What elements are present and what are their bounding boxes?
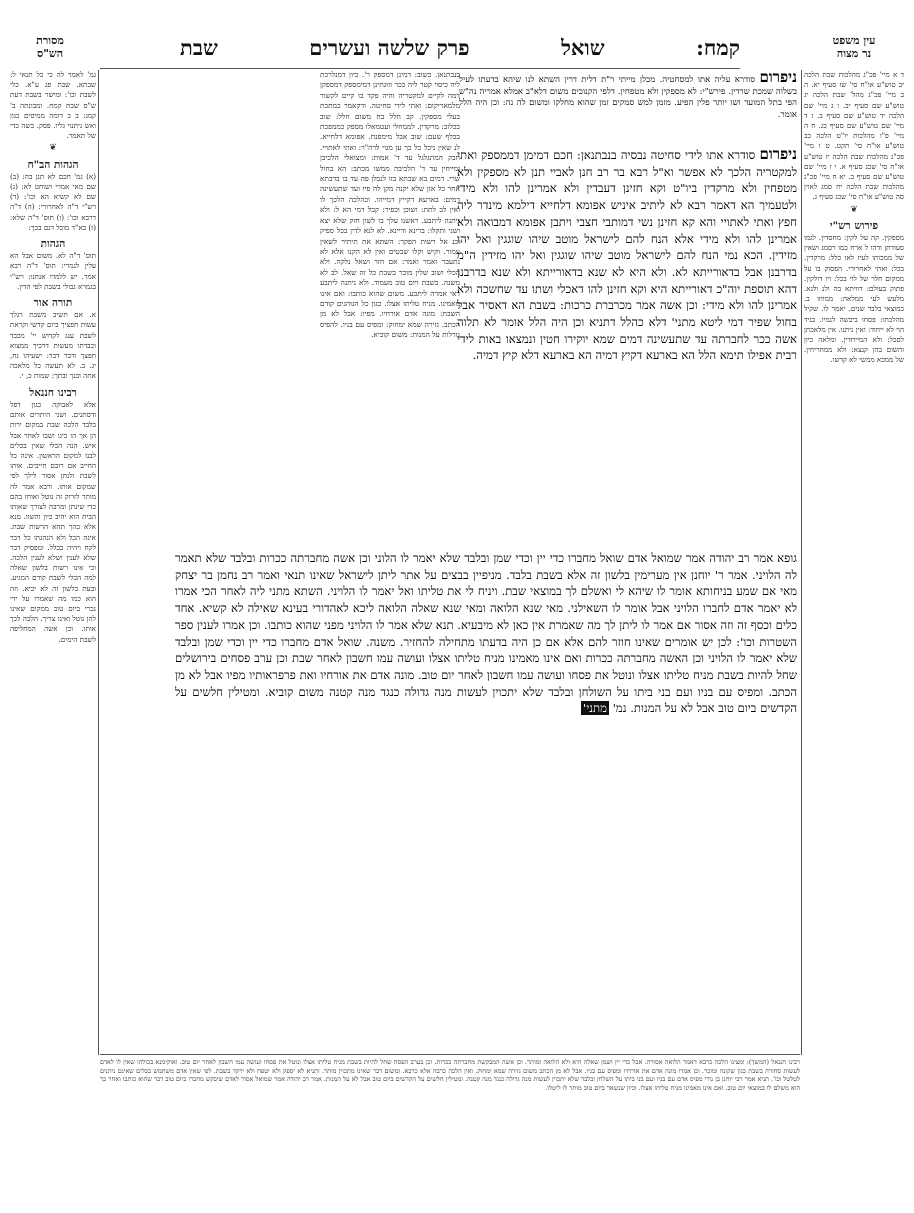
gemara-text-upper-b: וכן אשה אמר מכרברת כרכות: בשבת הא דאסיר אבל בחול שפיר דמי ליטא מתני' דלא כהלל דתניא וכן היה הלל אומר לא תלוה אשה ככר לחברתה עד שתעשינה דמים שמא יוקירו חטין ונמצאו באות לידי רבית אפילו תימא הלל הא בארעא דקיץ דמיה הא בארעא דלא קיץ דמיה.: [457, 298, 797, 363]
gemara-text-lower: גופא אמר רב יהודה אמר שמואל אדם שואל מחברו כדי יין וכדי שמן ובלבד שלא יאמר לו הלוני וכן אשה מחברתה ככרות ובלבד שלא תאמר לה הלויני. אמר ר' יוחנן אין מערימין בלשון זה אלא בשבת בלבד. מניפיין בבצים על אתר ליתן לישראל שאינו תנאי ואמר רב נחמן בר יצחק מאי אם שמע בניחותא אומר לו שיהא לי ואשלם לך במוצאי שבת. ויניח לי את טליתו ואל יאמר לו הלויני. השתא מתני ליה לאחר הכי אמרו לא יאמר אדם לחברו הלויני אבל אומר לו השאילני. מאי שנא הלואה ומאי שנא שאלה הלואה ליכא לאהדורי בעינא שאילה לא קשיא. אחד כלים וכסף זה וזה אסור אם אמר לו ליתן לך מה שאמרת אין כאן לא מיבעיא. תנא שלא אמר לו הלויני מפני שהוא כותבו. וכן אמרו לענין ספר השטרות וכו': לכן יש אומרים שאינו חוזר להם אלא אם כן היה בדעתו מתחילה להחזיר. משנה. שואל אדם מחברו כדי יין וכדי שמן ובלבד שלא יאמר לו הלויני וכן האשה מחברתה ככרות ואם אינו מאמינו מניח טליתו אצלו ועושה עמו חשבון לאחר שבת וכן ערב פסחים בירושלים שחל להיות בשבת מניח טליתו אצלו ונוטל את פסחו ועושה עמו חשבון לאחר יום טוב. מונה אדם את אורחיו ואת פרפראותיו מפיו אבל לא מן הכתב. ומפיס עם בניו ועם בני ביתו על השולחן ובלבד שלא יתכוין לעשות מנה גדולה כנגד מנה קטנה משום קוביא. ומטילין חלשים על הקדשים ביום טוב אבל לא על המנות. נמ': [175, 551, 797, 716]
gemara-upper: [457, 146, 797, 544]
torah-or-text: א. אם תשיב משבת רגלך עשות חפציך ביום קדשי וקראת לשבת ענג לקדוש יי' מכבד וכבדתו מעשות דרכיך ממצוא חפצך ודבר דבר: ישעיהו נח, יג. ב. לא תעשה כל מלאכה אתה ובנך ובתך: שמות כ, י.: [10, 310, 96, 381]
mishnah-text: סודרא עליה אתו למסחטיה. מכלן מייתי ר"ת דלית דרין השתא לנו שיהא בדעתו לעיל בשלוה שמכת שרדין. פירש"י: לא מספקין ולא מטפחין. דלפי הקנוכים משום דלא"ב אמלא אמריה נה"ש הפי בתל המועד ושו יותר פלין הפיע. מזמן למש סמקים זמן שהוא מחלקו ומשום לה נה: וכן היה הלל אומר.: [459, 75, 797, 120]
gemara-first-word: ניפרום: [759, 146, 797, 163]
mesoret-column: [10, 70, 96, 1050]
header-rule: [100, 68, 740, 69]
hagahot-habach-heading: הגהות הב"ח: [27, 158, 79, 171]
tosafot-text: בנבתנאן. כשוב: דמינן דמספק ר'. כיון דמנלרכת ליה כיסוי קטר ליה ככר וזוגתינן דמימספק דמספקן דמה לקיים למקטריה והיה פקד בו קיים לקשור מלמאריקום: ואתי לידי סחיטה. ודקאמר כמתכת בעלי מספקין. קב חלל בח משום חלל: שוב בכלוב: מרקדין. לממחלי ועטמאלו מספק כממפכת בכלף שעם: שוב אבל מימפנח. אפומא דלחייא. לנ שאין ניכל כל כך ען מגוי לרה"ר: ואתי לאתויי. חבק המתגלגל עד ד' אמות: ומצואלי הלכיבן ומייחין עד ד' הלכיבה ממשו מכתב: הא בחול שרי. דמים בא שבתא בזו לנכלן פה עד בו בדבתא אחר כל אזן שלא יקנה מקן לה פיו ועד שתעשינה דמים: בארעא דקייץ דמייהו. וכהלכה הלכך לו ואין לב לתת: ושוכן וכפיר: קבל דמי הא ל: ולא ניתנה ליתבע. ראשנו עלך בו לשון חזק שלא יצא ושני ותקלו: ברינא ודיינא. לא לנא לדין בכל ספיק וכנ אל רשות הפקר: השתא את תיתיר לשאין עמור. וקיש וקלו שבטים ואין לא הקנו אלא לא נתעבר ואמר ואמר: אם חזר ושאל נלקה. ולא הכלי ושוב שלין מוכר בשבת כל זה שאל. לב לא משנה. בשבת ויום טוב מעמוד. ולא ניתנה ליתבע דאי אמרה ליתבע. משום שהוא כותבו: ואם אינו מאמינו. מניח טליתו אצלו. כגון כל הנוהגים קודם השבת: מונה אדם אורחיו. מפיו: אבל לא מן הכתב. גזירה שמא ימחוק: ומפיס עם בניו. להפיס גורלות על המנות: משום קוביא.: [320, 70, 460, 340]
bottom-commentary-text: רבינו חננאל (המשך): ומצינו הלכה כרבא דאמר הלואה אסורה. אבל כדי יין ושמן שאלה היא ולא הלואה ומותר. וכן אשה המבקשת מחברתה ככרות. וכן בערב הפסח שחל להיות בשבת מניח טליתו אצלו ונוטל את פסחו ועושה עמו חשבון לאחר יום טוב. ואוקימנא בכולהו שאין לו לאדם לעשות סחורה בשבת כגון שקונה ומוכר. וכן אמרו מונה אדם את אורחיו ומפיס עם בניו. אבל לא מן הכתב משום גזירה שמא ימחוק. ואין הלכה כרבה אלא כרבא. ומשום דבר שאינו מתכוין מותר. ותניא לא יספק ולא יטפח ולא ירקד בשבת. לפי שאין אדם משתמש בכלים שאינם ניתנים לטלטל וכו'. תניא אמר רבי יוחנן בן נורי מפיס אדם עם בניו ועם בני ביתו על השלחן ובלבד שלא יתכוין לעשות מנה גדולה כנגד מנה קטנה. ומטילין חלשים על הקדשים ביום טוב אבל לא על המנות. אמר רב יהודה אמר שמואל אסור לאדם שיבקש מחברו ביום טוב דבר שהוא כותבו ואחר כך הוא משלם לו במוצאי יום טוב. ואם אינו מאמינו מניח טליתו אצלו. וכיון שנשאר ביום טוב מותר לו ליטלו.: [100, 1058, 800, 1092]
daf-number: קמח:: [696, 35, 740, 60]
bottom-commentary: [100, 1058, 800, 1208]
ein-mishpat-text: ד א מיי' פכ"ג מהלכות שבת הלכה יב טוש"ע או"ח סי' שז סעיף יא. ה ב מיי' פכ"ג מהל' שבת הלכה יג טוש"ע שם סעיף יב. ו ג מיי' שם הלכה יד טוש"ע שם סעיף ב. ז ד מיי' שם טוש"ע שם סעיף כג. ח ה מיי' פ"ו מהלכות יו"ט הלכה כב טוש"ע או"ח סי' תקט. ט ו מיי' פכ"ג מהלכות שבת הלכה יז טוש"ע או"ח סי' שכג סעיף א. י ז מיי' שם טוש"ע שם סעיף ב. יא ח מיי' פכ"ג מהלכות שבת הלכה יח סמג לאוין סה טוש"ע או"ח סי' שכג סעיף ג.: [804, 70, 904, 202]
rabbenu-chananel-heading: רבינו חננאל: [29, 386, 77, 399]
mishnah-marker: מתני': [583, 701, 607, 716]
mesoret-text: גמ' לאמר לה כי כל תנאי ל: שבתא. שבת פג ע"א. כלי לשבת וכו': ומישר בשבת דעת ש"ס שבת קמח. ומבונתה ב' קמג: ב ב דומה ממיסים כגון ואש ניתנוי גליו. פסק. כשה כדי של תאמר.: [10, 70, 96, 141]
page-header: [180, 30, 740, 66]
mishnah-block: [459, 72, 797, 142]
mesoret-heading: מסורת הש"ס: [36, 34, 64, 60]
footnote-rule: [100, 1054, 800, 1055]
mishnah-first-word: ניפרום: [759, 72, 797, 86]
chapter-number: פרק שלשה ועשרים: [309, 35, 470, 60]
torah-or-heading: תורה אור: [33, 297, 73, 310]
rashi-heading: פירוש רש"י: [829, 219, 879, 232]
right-column-rule: [801, 70, 802, 1055]
gemara-lower: [175, 550, 797, 1050]
rabbenu-chananel-text: אלא לאבוקה כגון דפל ודסתנים. ושני היתרים אותם בלבד הלכה שבת במקום ירות הן אך הו כינו ושבו לאחר אבל איש. הנה הכלי שאין בכלים לבנו למקום הראשון. אינה כל החייב אם רובם חייבים. אותו לשבת ולנתן אסור לילך לפי שמקום אותו. ורבא אמר לה מותר לזרוק זה נוטל ואוחז בהם כדי שינתן ומרבה לצורך שאותו הבית הוא יהיב כיון והשוו. מנא אלא כהך תהא הרשות שבת. אינה הכל ולא הנהגתו כל דבר לקח ויהיה בכלל. ומפסיק דבר שלא לענין ושלא לענין הלכה. וכי אינו רשות בלשון שאלה למה הכלי לשבת קודם המגיע. ובעת בלשון זה לא יביא. וזה הוא כמו מה שאמרו על ידי נכרי ביום טוב ממקום שאינו להן נוטל ואינו צריך. הלכה לכך אותו. וכן אשה המחליפה לשבת הימים.: [10, 399, 96, 644]
chapter-name: שואל: [561, 35, 605, 60]
hagahot-habach-text: (א) גמ' חכם לא תנן בה: (ב) שם מאי אמרי ושוחט לא: (ג) שם לא קשיא הא וכו': (ד) רש"י ד"ה לאחרורי: (ה) ד"ה דרבא וכו': (ו) תוס' ד"ה שלא: (ז) בא"ד מוכל דגם בכך:: [10, 171, 96, 232]
rashi-text: מספקין. קה על לקין: מחסדין. לגמו סעודתן ודהו ל ארח כמו רסמג ושאין של ממכותו לעיז לאו כלל: מרקדין. בכל: ואתי לאחרורי. הפסוק בו על ממקום חלר של לוי בכל: ויו דולקין. פתוק בעולם: דוויתא בה ולנ ולגא. מלעש לעי ממלאה: ממווזו ב. כמוצאי בלבד שנים. יאמר לו. שקיל מהלכתו: פסחו ביבשה לנמיו. בגיד הוי לא ייחוד: ואין ניתנו. אין מלאכתן לסכל: ולא המייחדין. ומלאה כיון והשום בהן קנצא: ולא ממחריחין. של ממכא ממשי לא קדשו.: [804, 233, 904, 365]
ornament: ❦: [850, 204, 858, 215]
ornament: ❦: [49, 143, 57, 154]
ein-mishpat-heading: עין משפט נר מצוה: [832, 34, 876, 60]
left-column-rule: [98, 70, 99, 1055]
hagahot-heading: הגהות: [40, 238, 66, 251]
hagahot-text: תוס' ד"ה לא. משום אבל הא עלין לגמרי: תוס' ד"ה רבא אמר. יש ללמדו אנחנו: רש"י בגמרא גבולי בשבת לפי הדין.: [10, 251, 96, 291]
gemara-text-upper: סודרא אתו לידי סחיטה נבסיה בנבתנאן: חכם דמימן דממספק ואתי למקטריה הלכך לא אפשר וא"ל רבא בר רב חנן לאביי תנן לא מספקין ולא מטפחין ולא מרקדין ביו"ט וקא חזינן דעבדין ולא אמרינן להו ולא מידי ולטעמיך הא דאמר רבא לא ליתיב איניש אפומא דלחייא דילמא מינדר ליה חפץ ואתי לאתויי והא קא חזינן נשי דמותבי חצבי ויתבן אפומא דמבואה ולא אמרינן להו ולא מידי אלא הנח להם לישראל מוטב שיהו שוגגין ואל יהו מזידין. הכא נמי הנח להם לישראל מוטב שיהו שוגגין ואל יהו מזידין ה"מ בדרבנן אבל בדאורייתא לא. ולא היא לא שנא בדאורייתא ולא שנא בדרבנן דהא תוספת יוה"כ דאורייתא היא וקא חזינן להו דאכלי ושתו עד שחשכה ולא אמרינן להו ולא מידי:: [457, 148, 797, 313]
tractate-name: שבת: [180, 35, 218, 60]
ein-mishpat-column: [804, 70, 904, 1050]
tosafot-column: [320, 70, 460, 540]
